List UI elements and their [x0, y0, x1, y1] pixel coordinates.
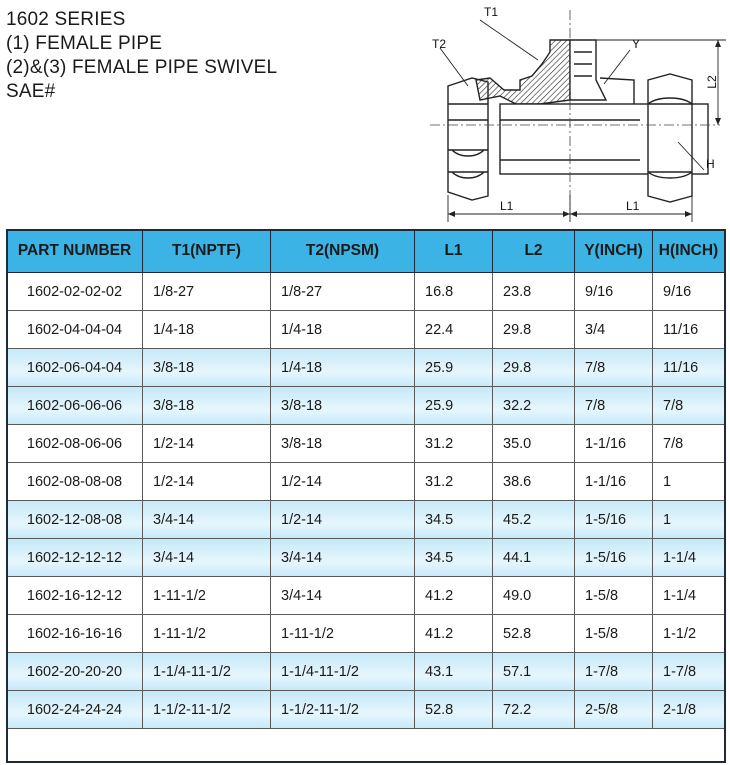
- cell-t1: 3/4-14: [143, 539, 271, 577]
- cell-l2: 23.8: [493, 273, 575, 311]
- cell-l2: 57.1: [493, 653, 575, 691]
- header-l1: L1: [415, 230, 493, 273]
- cell-part-number: 1602-24-24-24: [7, 691, 143, 729]
- cell-t2: 3/4-14: [271, 539, 415, 577]
- cell-h: 1-7/8: [653, 653, 725, 691]
- cell-h: 11/16: [653, 349, 725, 387]
- cell-h: 7/8: [653, 387, 725, 425]
- series-heading: [6, 8, 277, 104]
- cell-l2: 49.0: [493, 577, 575, 615]
- cell-part-number: 1602-06-04-04: [7, 349, 143, 387]
- cell-t2: 1-1/2-11-1/2: [271, 691, 415, 729]
- cell-y: 1-1/16: [575, 425, 653, 463]
- port-1-description: (1) FEMALE PIPE: [6, 33, 163, 54]
- header-part-number: PART NUMBER: [7, 230, 143, 273]
- cell-l2: 72.2: [493, 691, 575, 729]
- table-row: [7, 653, 725, 691]
- label-t2: T2: [432, 37, 447, 51]
- cell-part-number: 1602-06-06-06: [7, 387, 143, 425]
- cell-t2: 1-11-1/2: [271, 615, 415, 653]
- cell-t2: 3/8-18: [271, 387, 415, 425]
- cell-h: 1: [653, 463, 725, 501]
- port-2-3-description: (2)&(3) FEMALE PIPE SWIVEL: [6, 57, 278, 78]
- cell-t2: 1/2-14: [271, 463, 415, 501]
- cell-t1: 1-11-1/2: [143, 615, 271, 653]
- table-row: [7, 463, 725, 501]
- cell-part-number: 1602-16-16-16: [7, 615, 143, 653]
- cell-h: 2-1/8: [653, 691, 725, 729]
- cell-l1: 41.2: [415, 577, 493, 615]
- cell-t2: 1/2-14: [271, 501, 415, 539]
- cell-t1: 1/2-14: [143, 425, 271, 463]
- cell-l2: 38.6: [493, 463, 575, 501]
- label-t1: T1: [484, 5, 499, 19]
- label-l1-right: L1: [626, 199, 640, 213]
- label-y: Y: [632, 37, 641, 51]
- cell-t2: 3/4-14: [271, 577, 415, 615]
- table-row: [7, 539, 725, 577]
- cell-h: 9/16: [653, 273, 725, 311]
- cell-l1: 22.4: [415, 311, 493, 349]
- table-row: [7, 311, 725, 349]
- header-t1: T1(NPTF): [143, 230, 271, 273]
- cell-t1: 1/8-27: [143, 273, 271, 311]
- cell-l1: 16.8: [415, 273, 493, 311]
- cell-t1: 1/2-14: [143, 463, 271, 501]
- cell-t1: 3/8-18: [143, 349, 271, 387]
- cell-l2: 44.1: [493, 539, 575, 577]
- cell-t2: 1/8-27: [271, 273, 415, 311]
- table-row: [7, 425, 725, 463]
- header-y: Y(INCH): [575, 230, 653, 273]
- cell-y: 3/4: [575, 311, 653, 349]
- cell-l2: 32.2: [493, 387, 575, 425]
- cell-part-number: 1602-08-08-08: [7, 463, 143, 501]
- cell-h: 11/16: [653, 311, 725, 349]
- cell-part-number: 1602-12-12-12: [7, 539, 143, 577]
- cell-y: 7/8: [575, 349, 653, 387]
- cell-l1: 25.9: [415, 387, 493, 425]
- header-t2: T2(NPSM): [271, 230, 415, 273]
- cell-y: 1-5/8: [575, 577, 653, 615]
- cell-y: 1-1/16: [575, 463, 653, 501]
- cell-l2: 35.0: [493, 425, 575, 463]
- cell-h: 1: [653, 501, 725, 539]
- table-row: [7, 615, 725, 653]
- cell-t2: 1/4-18: [271, 311, 415, 349]
- cell-h: 1-1/4: [653, 539, 725, 577]
- cell-y: 9/16: [575, 273, 653, 311]
- cell-l1: 41.2: [415, 615, 493, 653]
- cell-t2: 1-1/4-11-1/2: [271, 653, 415, 691]
- cell-l1: 43.1: [415, 653, 493, 691]
- cell-l1: 52.8: [415, 691, 493, 729]
- header-h: H(INCH): [653, 230, 725, 273]
- label-h: H: [706, 157, 715, 171]
- cell-y: 1-5/8: [575, 615, 653, 653]
- cell-y: 1-5/16: [575, 501, 653, 539]
- label-l2: L2: [705, 75, 719, 89]
- label-l1-left: L1: [500, 199, 514, 213]
- cell-part-number: 1602-02-02-02: [7, 273, 143, 311]
- cell-h: 1-1/2: [653, 615, 725, 653]
- cell-y: 1-7/8: [575, 653, 653, 691]
- cell-l2: 52.8: [493, 615, 575, 653]
- cell-l1: 31.2: [415, 463, 493, 501]
- cell-part-number: 1602-12-08-08: [7, 501, 143, 539]
- cell-t1: 1-1/4-11-1/2: [143, 653, 271, 691]
- cell-l1: 34.5: [415, 501, 493, 539]
- cell-t2: 1/4-18: [271, 349, 415, 387]
- cell-l2: 45.2: [493, 501, 575, 539]
- cell-part-number: 1602-08-06-06: [7, 425, 143, 463]
- cell-l2: 29.8: [493, 349, 575, 387]
- cell-y: 1-5/16: [575, 539, 653, 577]
- standard-label: SAE#: [6, 81, 56, 102]
- cell-h: 1-1/4: [653, 577, 725, 615]
- cell-h: 7/8: [653, 425, 725, 463]
- table-row: [7, 387, 725, 425]
- table-row: [7, 273, 725, 311]
- table-row: [7, 691, 725, 729]
- series-title: 1602 SERIES: [6, 9, 126, 30]
- fitting-technical-drawing: [420, 0, 730, 228]
- header-l2: L2: [493, 230, 575, 273]
- cell-l1: 25.9: [415, 349, 493, 387]
- table-row: [7, 349, 725, 387]
- cell-t1: 1-1/2-11-1/2: [143, 691, 271, 729]
- spec-table: [6, 229, 725, 729]
- cell-l2: 29.8: [493, 311, 575, 349]
- cell-t1: 3/8-18: [143, 387, 271, 425]
- cell-y: 7/8: [575, 387, 653, 425]
- table-row: [7, 501, 725, 539]
- cell-t1: 1/4-18: [143, 311, 271, 349]
- cell-l1: 34.5: [415, 539, 493, 577]
- table-row: [7, 577, 725, 615]
- cell-t1: 3/4-14: [143, 501, 271, 539]
- cell-part-number: 1602-04-04-04: [7, 311, 143, 349]
- cell-t2: 3/8-18: [271, 425, 415, 463]
- cell-l1: 31.2: [415, 425, 493, 463]
- cell-part-number: 1602-16-12-12: [7, 577, 143, 615]
- table-header-row: [7, 230, 725, 273]
- cell-t1: 1-11-1/2: [143, 577, 271, 615]
- cell-y: 2-5/8: [575, 691, 653, 729]
- cell-part-number: 1602-20-20-20: [7, 653, 143, 691]
